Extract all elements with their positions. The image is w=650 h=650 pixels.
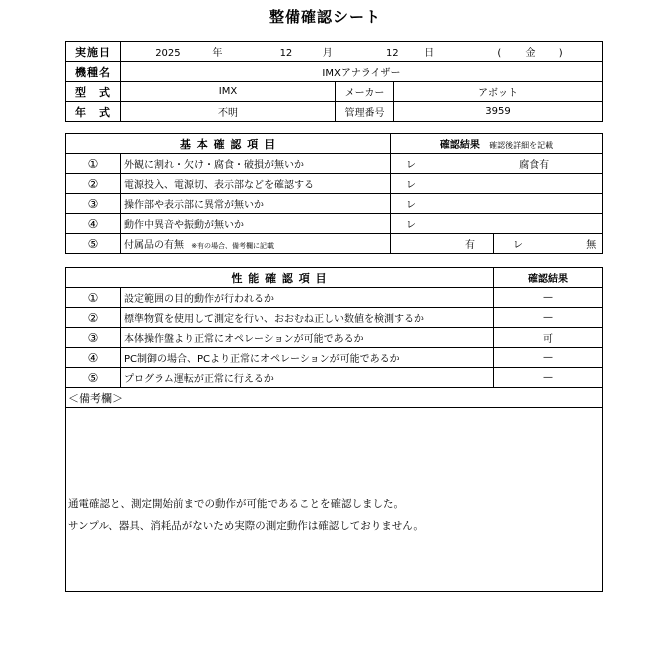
item-number: ⑤: [66, 234, 121, 254]
item-number: ②: [66, 174, 121, 194]
item-text: 電源投入、電源切、表示部などを確認する: [121, 174, 391, 194]
performance-check-table: [65, 267, 603, 592]
item-text: 動作中異音や振動が無いか: [121, 214, 391, 234]
table-row: [66, 308, 603, 328]
accessory-note: ※有の場合、備考欄に記載: [191, 242, 275, 250]
item-text: PC制御の場合、PCより正常にオペレーションが可能であるか: [121, 348, 494, 368]
basic-result-title: 確認結果: [439, 140, 480, 151]
item-text: 本体操作盤より正常にオペレーションが可能であるか: [121, 328, 494, 348]
month-unit: 月: [322, 48, 333, 59]
mgmt-number-label: 管理番号: [336, 102, 394, 122]
table-row: [66, 154, 603, 174]
model-name-row: [66, 62, 603, 82]
item-number: ③: [66, 194, 121, 214]
day-unit: 日: [424, 48, 435, 59]
item-result: [391, 194, 603, 214]
implement-date-row: [66, 42, 603, 62]
basic-head-row: [66, 134, 603, 154]
model-year-row: [66, 102, 603, 122]
item-text: 外観に割れ・欠け・腐食・破損が無いか: [121, 154, 391, 174]
model-year-value: 不明: [121, 102, 336, 122]
item-number: ①: [66, 154, 121, 174]
performance-result-heading: 確認結果: [494, 268, 603, 288]
performance-heading: 性 能 確 認 項 目: [66, 268, 494, 288]
implement-date-label: 実施日: [66, 42, 121, 62]
type-row: [66, 82, 603, 102]
performance-head-row: [66, 268, 603, 288]
item-number: ③: [66, 328, 121, 348]
item-number: ②: [66, 308, 121, 328]
weekday-close: ): [558, 48, 563, 59]
implement-date-value: [121, 42, 603, 62]
check-mark: レ: [406, 160, 416, 171]
item-result: —: [494, 348, 603, 368]
item-result: 可: [494, 328, 603, 348]
check-mark: レ: [406, 220, 416, 231]
item-result: [391, 154, 603, 174]
remarks-body-row: [66, 408, 603, 592]
check-mark: レ: [406, 200, 416, 211]
maker-label: メーカー: [336, 82, 394, 102]
table-row: [66, 328, 603, 348]
table-row: [66, 288, 603, 308]
item-result: —: [494, 308, 603, 328]
item-result: —: [494, 288, 603, 308]
basic-result-heading: [391, 134, 603, 154]
table-row: [66, 194, 603, 214]
item-text: 操作部や表示部に異常が無いか: [121, 194, 391, 214]
check-mark: レ: [513, 240, 523, 251]
table-row: [66, 368, 603, 388]
accessory-no-cell: [494, 234, 603, 254]
basic-result-note: 確認後詳細を記載: [489, 141, 554, 150]
year-value: 2025: [155, 48, 181, 59]
result-detail: 腐食有: [519, 160, 550, 171]
remarks-line: 通電確認と、測定開始前までの動作が可能であることを確認しました。: [68, 498, 404, 510]
type-value: IMX: [121, 82, 336, 102]
item-number: ①: [66, 288, 121, 308]
table-row: [66, 234, 603, 254]
sheet-title: 整備確認シート: [268, 8, 381, 26]
table-row: [66, 214, 603, 234]
remarks-head-row: [66, 388, 603, 408]
item-text: プログラム運転が正常に行えるか: [121, 368, 494, 388]
accessory-yes: 有: [391, 234, 494, 254]
header-table: [65, 41, 603, 122]
basic-check-table: [65, 133, 603, 254]
remarks-heading: ＜備考欄＞: [66, 388, 603, 408]
item-text: [121, 234, 391, 254]
item-text: 設定範囲の目的動作が行われるか: [121, 288, 494, 308]
year-unit: 年: [212, 48, 223, 59]
item-number: ⑤: [66, 368, 121, 388]
item-result: —: [494, 368, 603, 388]
model-year-label: 年 式: [66, 102, 121, 122]
table-row: [66, 348, 603, 368]
item-number: ④: [66, 348, 121, 368]
mgmt-number-value: 3959: [394, 102, 603, 122]
remarks-text: [66, 493, 602, 537]
table-row: [66, 174, 603, 194]
remarks-body: [66, 408, 603, 592]
weekday-value: 金: [525, 48, 536, 59]
item-text: 標準物質を使用して測定を行い、おおむね正しい数値を検測するか: [121, 308, 494, 328]
accessory-label: 付属品の有無: [124, 240, 184, 251]
check-mark: レ: [406, 180, 416, 191]
item-result: [391, 174, 603, 194]
day-value: 12: [385, 48, 399, 59]
item-result: [391, 214, 603, 234]
item-number: ④: [66, 214, 121, 234]
remarks-line: サンプル、器具、消耗品がないため実際の測定動作は確認しておりません。: [68, 520, 424, 532]
model-name-value: IMXアナライザー: [121, 62, 603, 82]
model-name-label: 機種名: [66, 62, 121, 82]
weekday-open: (: [497, 48, 502, 59]
basic-heading: 基 本 確 認 項 目: [66, 134, 391, 154]
accessory-no: 無: [586, 240, 597, 251]
type-label: 型 式: [66, 82, 121, 102]
maker-value: アボット: [394, 82, 603, 102]
month-value: 12: [279, 48, 293, 59]
